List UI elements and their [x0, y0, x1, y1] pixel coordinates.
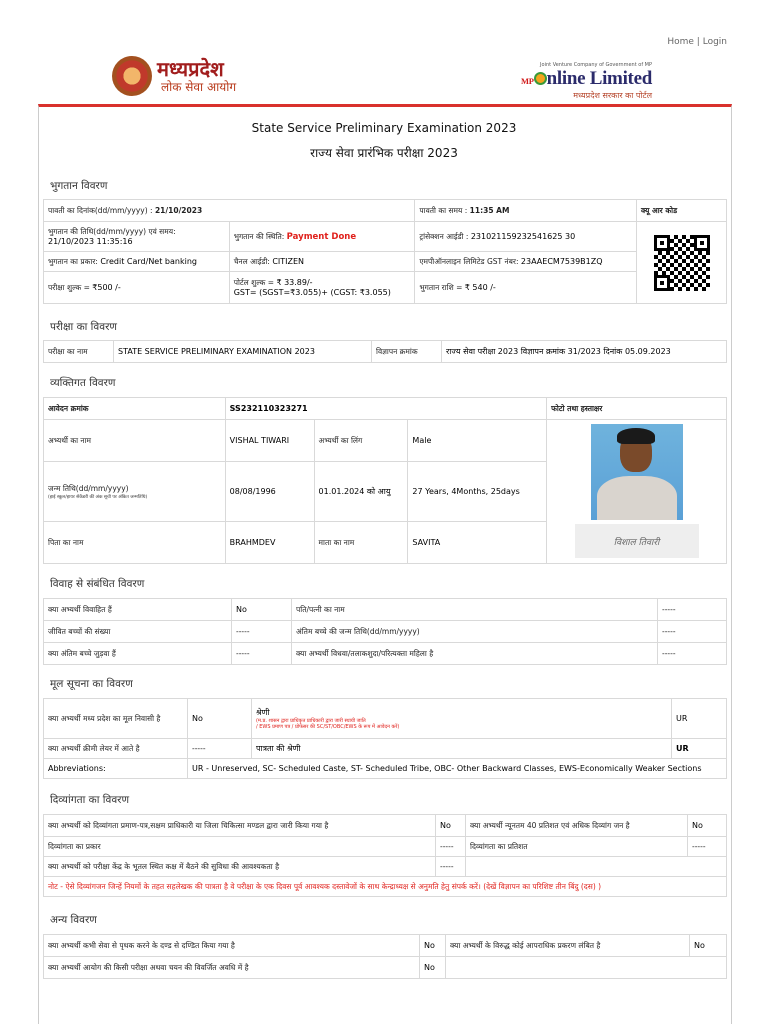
domicile-a: No [188, 699, 252, 739]
last-child-dob-a: ----- [658, 621, 727, 643]
candidate-photo [591, 424, 683, 520]
mode-label: भुगतान का प्रकार: [48, 256, 98, 266]
mode: Credit Card/Net banking [100, 256, 197, 266]
domicile-table [43, 698, 727, 779]
domicile-heading: मूल सूचना का विवरण [50, 678, 133, 690]
twins-q: क्या अंतिम बच्चे जुड़वा हैं [44, 643, 232, 665]
married-q: क्या अभ्यर्थी विवाहित हैं [44, 599, 232, 621]
logo-rest: nline Limited [546, 68, 652, 89]
logo-o-icon [534, 72, 547, 85]
cand-name-label: अभ्यर्थी का नाम [44, 420, 226, 462]
gst-label: एमपीऑनलाइन लिमिटेड GST नंबर: [419, 256, 519, 266]
disability-cert-q: क्या अभ्यर्थी को दिव्यांगता प्रमाण-पत्र,सक्षम प्राधिकारी या जिला चिकित्सा मण्डल द्वारा जारी किया गया है [44, 815, 436, 837]
mponline-tagline: मध्यप्रदेश सरकार का पोर्टल [573, 91, 652, 100]
children-q: जीवित बच्चों की संख्या [44, 621, 232, 643]
channel-label: चैनल आईडी: [233, 256, 270, 266]
disability-pct-q: दिव्यांगता का प्रतिशत [466, 837, 688, 857]
disability-type-q: दिव्यांगता का प्रकार [44, 837, 436, 857]
dismissed-a: No [420, 935, 446, 957]
personal-heading: व्यक्तिगत विवरण [50, 377, 116, 389]
exam-heading: परीक्षा का विवरण [50, 321, 117, 333]
channel: CITIZEN [272, 256, 305, 266]
page-title-hi: राज्य सेवा प्रारंभिक परीक्षा 2023 [310, 146, 458, 160]
category-note-1: (म.प्र. शासन द्वारा प्राधिकृत प्राधिकारी द्वारा जारी स्थायी जाति [256, 718, 366, 724]
qr-code [654, 235, 710, 291]
total-label: भुगतान राशि = [419, 282, 463, 292]
qr-label: क्यू आर कोड [637, 200, 727, 222]
portal-fee: ₹ 33.89/- [276, 278, 313, 287]
photo-label: फोटो तथा हस्ताक्षर [547, 398, 727, 420]
ground-floor-a: ----- [436, 857, 466, 877]
disability-40-a: No [688, 815, 727, 837]
app-no: SS232110323271 [225, 398, 546, 420]
domicile-q: क्या अभ्यर्थी मध्य प्रदेश का मूल निवासी है [44, 699, 188, 739]
receipt-date-label: पावती का दिनांक(dd/mm/yyyy) : [48, 205, 153, 215]
marriage-table [43, 598, 727, 665]
disability-40-q: क्या अभ्यर्थी न्यूनतम 40 प्रतिशत एवं अधिक दिव्यांग जन है [466, 815, 688, 837]
debarred-a: No [420, 957, 446, 979]
age: 27 Years, 4Months, 25days [408, 462, 547, 522]
payment-table [43, 199, 727, 304]
mp-emblem-icon [112, 56, 152, 96]
logo-line1: मध्यप्रदेश [157, 57, 224, 81]
age-on-label: 01.01.2024 को आयु [314, 462, 408, 522]
logo-mp: MP [521, 76, 534, 86]
exam-name-label: परीक्षा का नाम [44, 341, 114, 363]
ground-floor-q: क्या अभ्यर्थी को परीक्षा केंद्र के भूतल स्थित कक्ष में बैठने की सुविधा की आवश्यकता है [44, 857, 436, 877]
mother-name: SAVITA [408, 522, 547, 564]
receipt-time: 11:35 AM [469, 205, 510, 215]
total-amount: ₹ 540 /- [464, 282, 496, 292]
home-link[interactable]: Home [667, 37, 694, 47]
abbreviations: UR - Unreserved, SC- Scheduled Caste, ST- Scheduled Tribe, OBC- Other Backward Classes, EWS-Economically Weaker Sections [188, 759, 727, 779]
eligibility: UR [672, 739, 727, 759]
other-table [43, 934, 727, 979]
receipt-time-label: पावती का समय : [419, 205, 468, 215]
exam-fee: ₹500 /- [92, 282, 121, 292]
spouse-a: ----- [658, 599, 727, 621]
mponline-logo [521, 64, 652, 101]
married-a: No [232, 599, 292, 621]
mppsc-logo [112, 56, 236, 96]
other-heading: अन्य विवरण [50, 914, 97, 926]
father-label: पिता का नाम [44, 522, 226, 564]
page-title-en: State Service Preliminary Examination 2023 [251, 121, 517, 135]
twins-a: ----- [232, 643, 292, 665]
widow-a: ----- [658, 643, 727, 665]
gst: 23AAECM7539B1ZQ [520, 256, 603, 266]
pay-status-label: भुगतान की स्थिति: [233, 231, 285, 241]
disability-note: नोट - ऐसे दिव्यांगजन जिन्हें नियमों के तहत सहलेखक की पात्रता है वे परीक्षा के एक दिवस पूर्व आवश्यक दस्तावेजों के साथ केन्द्राध्यक्ष से अनुमति हेतु संपर्क करें। (देखें विज्ञापन का परिशिष्ट तीन बिंदु (दस) ) [44, 877, 727, 897]
txn-label: ट्रांसेक्शन आईडी : [419, 231, 469, 241]
link-separator: | [696, 37, 700, 47]
eligibility-label: पात्रता की श्रेणी [252, 739, 672, 759]
criminal-q: क्या अभ्यर्थी के विरुद्ध कोई आपराधिक प्रकरण लंबित है [446, 935, 690, 957]
dob-label: जन्म तिथि(dd/mm/yyyy) [48, 483, 129, 493]
disability-pct-a: ----- [688, 837, 727, 857]
category-note-2: / EWS प्रमाण पत्र / प्रोफेसर की SC/ST/OBC/EWS के रूप में आवेदन करें) [256, 724, 400, 730]
gender: Male [408, 420, 547, 462]
abbr-label: Abbreviations: [44, 759, 188, 779]
disability-table [43, 814, 727, 897]
spouse-q: पति/पत्नी का नाम [292, 599, 658, 621]
disability-cert-a: No [436, 815, 466, 837]
pay-date-label: भुगतान की तिथि(dd/mm/yyyy) एवं समय: [48, 227, 176, 236]
category: UR [672, 699, 727, 739]
mponline-tagline-small: Joint Venture Company of Government of MP [540, 62, 652, 68]
payment-heading: भुगतान विवरण [50, 180, 108, 192]
dismissed-q: क्या अभ्यर्थी कभी सेवा से पृथक करने के दण्ड से दण्डित किया गया है [44, 935, 420, 957]
widow-q: क्या अभ्यर्थी विधवा/तलाकशुदा/परित्यक्ता महिला है [292, 643, 658, 665]
logo-line2: लोक सेवा आयोग [161, 80, 237, 94]
father-name: BRAHMDEV [225, 522, 314, 564]
category-label: श्रेणी [256, 708, 270, 717]
mother-label: माता का नाम [314, 522, 408, 564]
top-links [667, 37, 727, 47]
creamy-q: क्या अभ्यर्थी क्रीमी लेयर में आते है [44, 739, 188, 759]
exam-fee-label: परीक्षा शुल्क = [48, 282, 90, 292]
disability-type-a: ----- [436, 837, 466, 857]
pay-status: Payment Done [286, 231, 357, 242]
last-child-dob-q: अंतिम बच्चे की जन्म तिथि(dd/mm/yyyy) [292, 621, 658, 643]
personal-table [43, 397, 727, 564]
exam-table [43, 340, 727, 363]
disability-heading: दिव्यांगता का विवरण [50, 794, 130, 806]
cand-name: VISHAL TIWARI [225, 420, 314, 462]
exam-name: STATE SERVICE PRELIMINARY EXAMINATION 2023 [114, 341, 372, 363]
dob-note: (हाई स्कूल/हायर सेकेंडरी की अंक सूची पर अंकित जन्मतिथि) [48, 494, 148, 500]
debarred-q: क्या अभ्यर्थी आयोग की किसी परीक्षा अथवा चयन की विवर्जित अवधि में है [44, 957, 420, 979]
receipt-date: 21/10/2023 [154, 205, 203, 215]
dob: 08/08/1996 [225, 462, 314, 522]
criminal-a: No [690, 935, 727, 957]
children-a: ----- [232, 621, 292, 643]
pay-date: 21/10/2023 11:35:16 [48, 237, 133, 246]
gst-breakup: GST= (SGST=₹3.055)+ (CGST: ₹3.055) [233, 288, 391, 297]
portal-fee-label: पोर्टल शुल्क = [233, 278, 275, 287]
gender-label: अभ्यर्थी का लिंग [314, 420, 408, 462]
adv-label: विज्ञापन क्रमांक [372, 341, 442, 363]
candidate-signature: विशाल तिवारी [575, 524, 699, 558]
txn-id: 231021159232541625 30 [470, 231, 576, 241]
login-link[interactable]: Login [702, 37, 727, 47]
creamy-a: ----- [188, 739, 252, 759]
app-no-label: आवेदन क्रमांक [44, 398, 226, 420]
adv-no: राज्य सेवा परीक्षा 2023 विज्ञापन क्रमांक 31/2023 दिनांक 05.09.2023 [442, 341, 727, 363]
marriage-heading: विवाह से संबंधित विवरण [50, 578, 145, 590]
